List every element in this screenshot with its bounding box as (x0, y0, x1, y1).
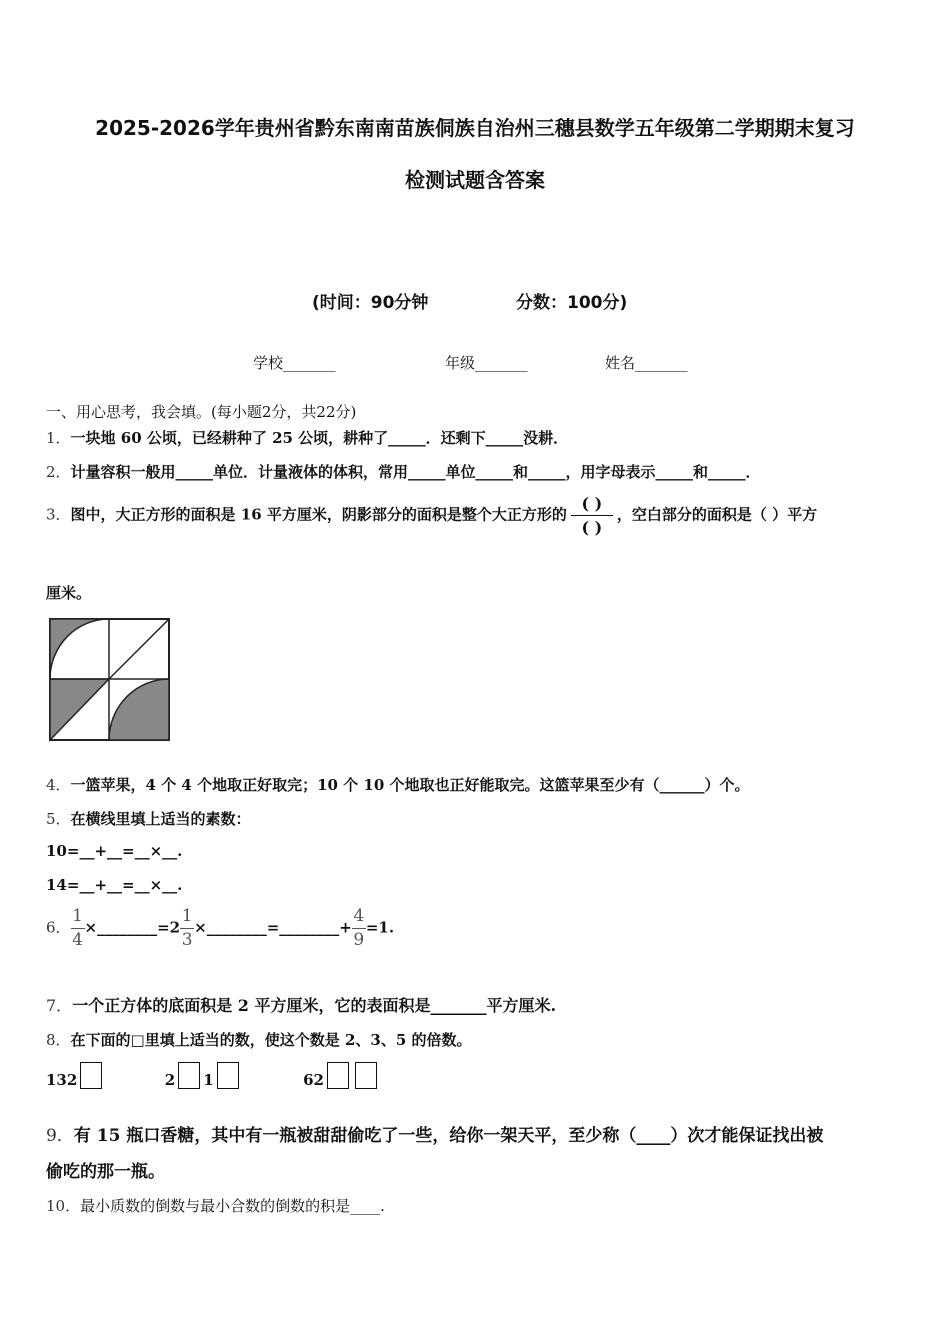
digit-box[interactable] (80, 1062, 102, 1089)
grade-field: 年级_______ (445, 354, 528, 372)
question-5 (46, 808, 251, 829)
question-number: 1． (46, 429, 71, 447)
question-3 (46, 494, 817, 537)
question-number: 7． (46, 996, 73, 1015)
question-8-items (46, 1062, 377, 1089)
digit-box[interactable] (327, 1062, 349, 1089)
question-9 (46, 1121, 823, 1146)
question-8 (46, 1029, 471, 1050)
question-number: 3． (46, 505, 71, 524)
question-3-cont: 厘米。 (46, 584, 92, 602)
question-number: 9． (46, 1126, 74, 1146)
fraction-bar (571, 515, 613, 516)
exam-time: (时间：90分钟 (312, 293, 429, 313)
number-b2: 1 (203, 1071, 214, 1089)
page-title: 2025-2026学年贵州省黔东南南苗族侗族自治州三穗县数学五年级第二学期期末复习 (95, 116, 855, 140)
question-number: 6． (46, 918, 71, 937)
equation-part: =1. (365, 918, 395, 937)
digit-box[interactable] (217, 1062, 239, 1089)
question-text: 在下面的□里填上适当的数，使这个数是 2、3、5 的倍数。 (70, 1031, 472, 1049)
fraction: $\frac{1}{3}$ (181, 906, 193, 950)
question-text: 最小质数的倒数与最小合数的倒数的积是____. (80, 1197, 385, 1215)
number-a: 132 (46, 1071, 78, 1089)
question-10 (46, 1195, 385, 1216)
fraction-numerator: ( ) (581, 494, 603, 513)
question-number: 4． (46, 776, 71, 794)
digit-box[interactable] (178, 1062, 200, 1089)
question-number: 2． (46, 463, 71, 481)
question-number: 5． (46, 810, 71, 828)
number-b1: 2 (164, 1071, 176, 1089)
section-heading: 一、用心思考，我会填。(每小题2分，共22分) (46, 403, 357, 421)
question-number: 10． (46, 1197, 81, 1215)
question-text: 有 15 瓶口香糖，其中有一瓶被甜甜偷吃了一些，给你一架天平，至少称（____）次才能保证找出被 (73, 1126, 824, 1146)
equation-part: ×________=________+ (194, 918, 352, 937)
question-text: 一个正方体的底面积是 2 平方厘米，它的表面积是_______平方厘米. (72, 996, 557, 1015)
question-4 (46, 774, 750, 795)
equation-part: ×________=2 (84, 918, 181, 937)
name-field: 姓名_______ (605, 354, 688, 372)
question-2 (46, 461, 761, 482)
digit-box[interactable] (355, 1062, 377, 1089)
question-5-line1: 10=__+__=__×__. (46, 842, 183, 860)
question-9-cont: 偷吃的那一瓶。 (46, 1162, 165, 1182)
question-text: 图中，大正方形的面积是 16 平方厘米，阴影部分的面积是整个大正方形的 (70, 505, 567, 524)
school-field: 学校_______ (253, 354, 336, 372)
question-7 (46, 993, 556, 1016)
exam-score: 分数：100分) (516, 293, 628, 313)
question-1 (46, 427, 568, 448)
fraction: $\frac{4}{9}$ (353, 906, 365, 950)
question-number: 8． (46, 1031, 71, 1049)
question-text-b: ，空白部分的面积是（ ）平方 (616, 505, 818, 524)
question-text: 一块地 60 公顷，已经耕种了 25 公顷，耕种了_____．还剩下_____没耕． (70, 429, 569, 447)
page-title-line2: 检测试题含答案 (405, 168, 545, 192)
fraction-blank (567, 494, 617, 537)
fraction-denominator: ( ) (581, 518, 603, 537)
fraction: $\frac{1}{4}$ (72, 906, 83, 950)
question-text: 计量容积一般用_____单位．计量液体的体积，常用_____单位_____和_____，用字母表示_____和_____． (70, 463, 761, 481)
question-5-line2: 14=__+__=__×__. (46, 876, 183, 894)
question-6 (46, 908, 394, 949)
number-c: 62 (303, 1071, 324, 1089)
question-text: 一篮苹果，4 个 4 个地取正好取完；10 个 10 个地取也正好能取完。这篮苹果至少有（______）个。 (70, 776, 750, 794)
question-text: 在横线里填上适当的素数： (70, 810, 251, 828)
square-figure (49, 618, 171, 742)
